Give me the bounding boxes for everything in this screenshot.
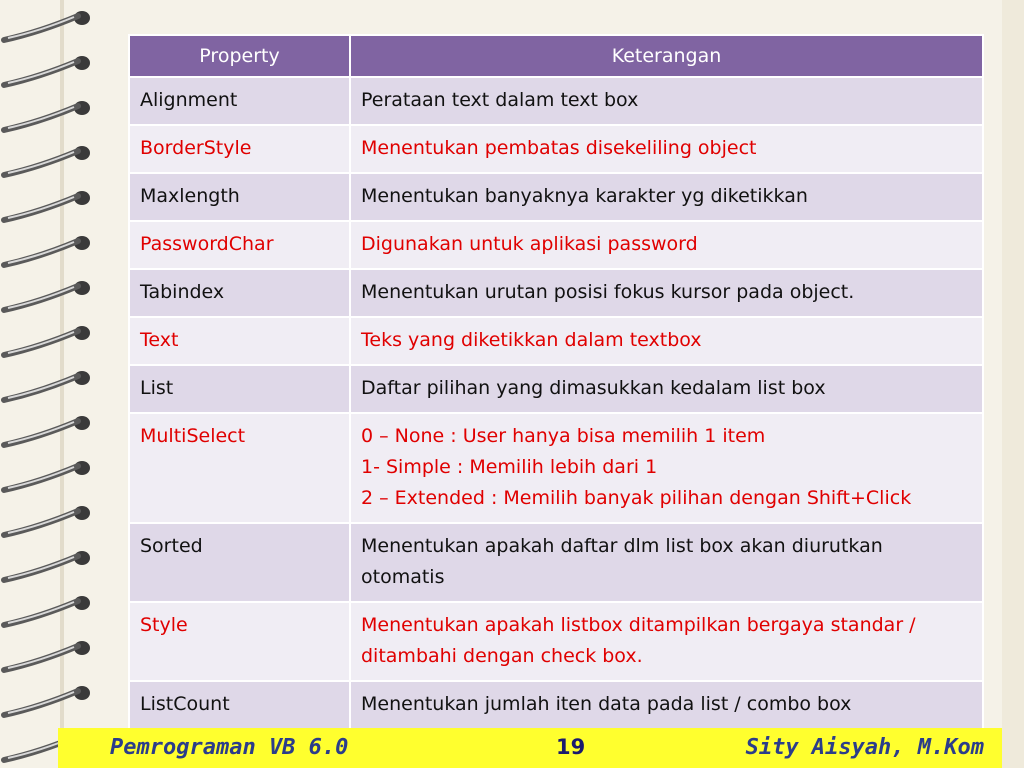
cell-property: Tabindex (129, 269, 350, 317)
spiral-ring-icon (4, 56, 90, 85)
cell-property: BorderStyle (129, 125, 350, 173)
description-line: Menentukan jumlah iten data pada list / combo box (361, 693, 852, 715)
spiral-ring-icon (4, 686, 90, 715)
header-property: Property (129, 35, 350, 77)
table-row (129, 365, 983, 413)
cell-keterangan (350, 317, 983, 365)
table-row (129, 173, 983, 221)
table-header-row (129, 35, 983, 77)
spiral-ring-icon (4, 641, 90, 670)
cell-keterangan (350, 413, 983, 523)
cell-property: Text (129, 317, 350, 365)
description-line: Menentukan banyaknya karakter yg diketikkan (361, 185, 808, 207)
description-line: 0 – None : User hanya bisa memilih 1 item (361, 425, 766, 447)
table-row (129, 77, 983, 125)
description-line: Menentukan apakah listbox ditampilkan bergaya standar / (361, 614, 916, 636)
table-row (129, 602, 983, 681)
cell-property: ListCount (129, 681, 350, 729)
spiral-ring-icon (4, 506, 90, 535)
description-line: Menentukan pembatas disekeliling object (361, 137, 757, 159)
cell-keterangan (350, 173, 983, 221)
cell-keterangan (350, 523, 983, 602)
paper-right-edge (1002, 0, 1024, 768)
spiral-ring-icon (4, 326, 90, 355)
spiral-ring-icon (4, 11, 90, 40)
cell-property: Maxlength (129, 173, 350, 221)
cell-keterangan (350, 602, 983, 681)
cell-property: Style (129, 602, 350, 681)
cell-keterangan (350, 125, 983, 173)
description-line: ditambahi dengan check box. (361, 645, 643, 667)
table-row (129, 125, 983, 173)
table-row (129, 413, 983, 523)
footer-bar (58, 728, 1002, 768)
description-line: Perataan text dalam text box (361, 89, 639, 111)
description-line: Digunakan untuk aplikasi password (361, 233, 698, 255)
table-row (129, 681, 983, 729)
description-line: 1- Simple : Memilih lebih dari 1 (361, 456, 658, 478)
spiral-ring-icon (4, 281, 90, 310)
table-row (129, 269, 983, 317)
description-line: Teks yang diketikkan dalam textbox (361, 329, 702, 351)
cell-keterangan (350, 77, 983, 125)
spiral-ring-icon (4, 551, 90, 580)
spiral-ring-icon (4, 191, 90, 220)
cell-keterangan (350, 365, 983, 413)
header-keterangan: Keterangan (350, 35, 983, 77)
table-row (129, 523, 983, 602)
description-line: Menentukan urutan posisi fokus kursor pada object. (361, 281, 855, 303)
footer-course-title: Pemrograman VB 6.0 (110, 735, 349, 760)
page-number: 19 (556, 735, 586, 759)
description-line: Daftar pilihan yang dimasukkan kedalam list box (361, 377, 826, 399)
table-body (129, 77, 983, 729)
property-table-container (128, 34, 982, 730)
cell-keterangan (350, 269, 983, 317)
description-line: otomatis (361, 566, 445, 588)
description-line: 2 – Extended : Memilih banyak pilihan dengan Shift+Click (361, 487, 912, 509)
description-line: Menentukan apakah daftar dlm list box akan diurutkan (361, 535, 883, 557)
cell-keterangan (350, 681, 983, 729)
cell-property: Sorted (129, 523, 350, 602)
spiral-ring-icon (4, 101, 90, 130)
table-row (129, 317, 983, 365)
cell-property: PasswordChar (129, 221, 350, 269)
footer-author: Sity Aisyah, M.Kom (745, 735, 984, 760)
spiral-ring-icon (4, 596, 90, 625)
spiral-ring-icon (4, 146, 90, 175)
cell-keterangan (350, 221, 983, 269)
cell-property: MultiSelect (129, 413, 350, 523)
cell-property: Alignment (129, 77, 350, 125)
spiral-ring-icon (4, 371, 90, 400)
property-table (128, 34, 984, 730)
spiral-binding-icon (0, 0, 105, 768)
cell-property: List (129, 365, 350, 413)
spiral-ring-icon (4, 416, 90, 445)
table-row (129, 221, 983, 269)
spiral-ring-icon (4, 461, 90, 490)
spiral-ring-icon (4, 236, 90, 265)
